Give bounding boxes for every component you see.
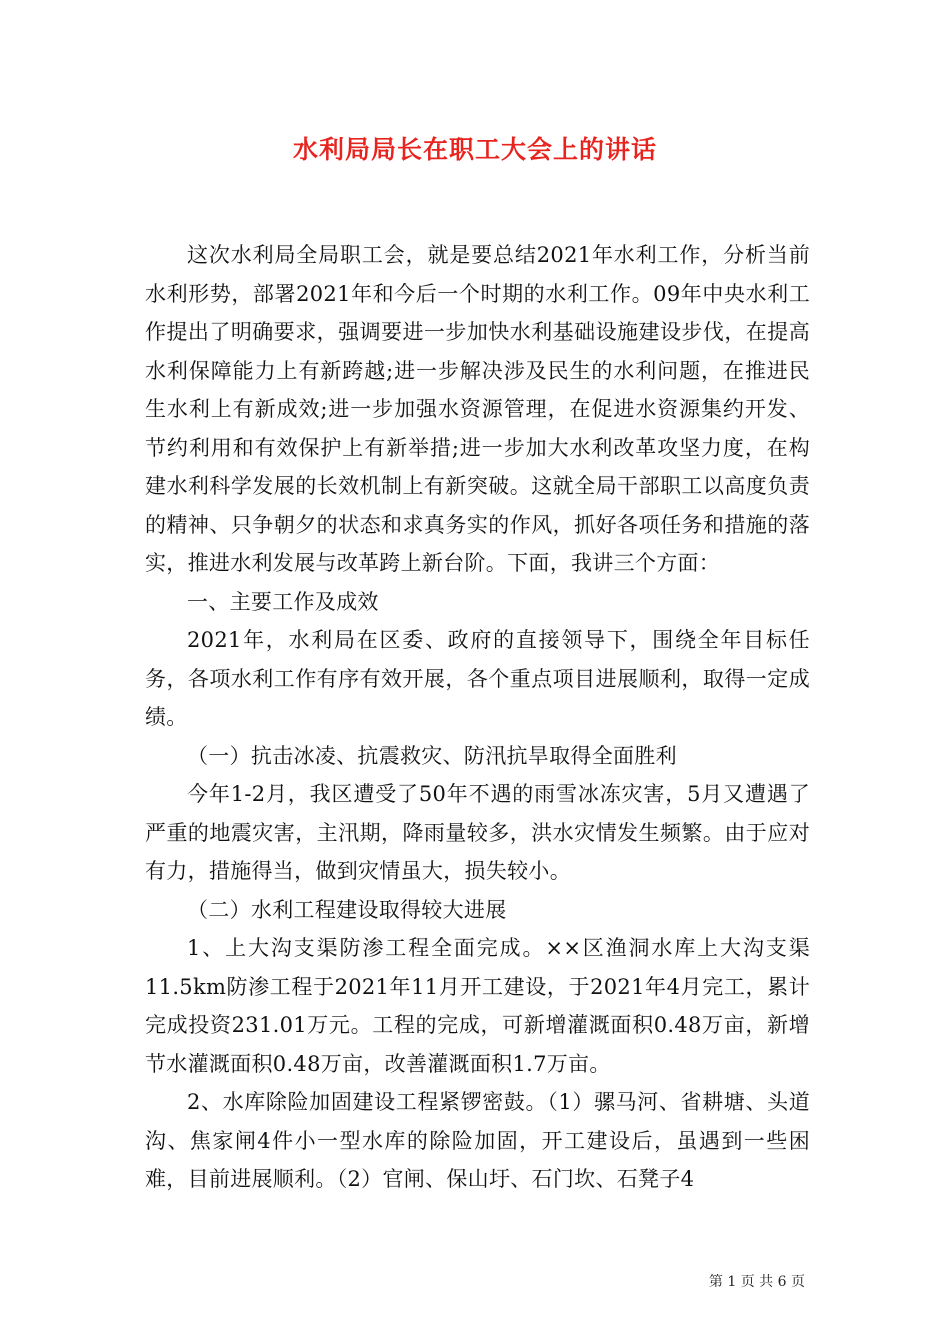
subsection-heading: （一）抗击冰凌、抗震救灾、防汛抗旱取得全面胜利	[187, 743, 677, 768]
paragraph-item-2: 2、水库除险加固建设工程紧锣密鼓。（1）骡马河、省耕塘、头道沟、焦家闸4件小一型水库的除险加固，开工建设后，虽遇到一些困难，目前进展顺利。（2）官闸、保山圩、石门坎、石凳子4	[145, 1090, 810, 1191]
subsection-heading: （二）水利工程建设取得较大进展	[187, 897, 507, 922]
paragraph-item-1: 1、上大沟支渠防渗工程全面完成。××区渔洞水库上大沟支渠11.5km防渗工程于2021年11月开工建设，于2021年4月完工，累计完成投资231.01万元。工程的完成，可新增灌溉面积0.48万亩，新增节水灌溉面积0.48万亩，改善灌溉面积1.7万亩。	[145, 936, 810, 1076]
paragraph-summary: 2021年，水利局在区委、政府的直接领导下，围绕全年目标任务，各项水利工作有序有效开展，各个重点项目进展顺利，取得一定成绩。	[145, 628, 810, 729]
document-body	[145, 236, 810, 1199]
paragraph-intro: 这次水利局全局职工会，就是要总结2021年水利工作，分析当前水利形势，部署2021年和今后一个时期的水利工作。09年中央水利工作提出了明确要求，强调要进一步加快水利基础设施建设步伐，在提高水利保障能力上有新跨越;进一步解决涉及民生的水利问题，在推进民生水利上有新成效;进一步加强水资源管理，在促进水资源集约开发、节约利用和有效保护上有新举措;进一步加大水利改革攻坚力度，在构建水利科学发展的长效机制上有新突破。这就全局干部职工以高度负责的精神、只争朝夕的状态和求真务实的作风，抓好各项任务和措施的落实，推进水利发展与改革跨上新台阶。下面，我讲三个方面：	[145, 243, 810, 575]
page-number: 第 1 页 共 6 页	[708, 1274, 805, 1290]
document-title: 水利局局长在职工大会上的讲话	[292, 135, 657, 164]
section-heading: 一、主要工作及成效	[187, 589, 379, 614]
paragraph-disaster: 今年1-2月，我区遭受了50年不遇的雨雪冰冻灾害，5月又遭遇了严重的地震灾害，主汛期，降雨量较多，洪水灾情发生频繁。由于应对有力，措施得当，做到灾情虽大，损失较小。	[145, 782, 810, 883]
